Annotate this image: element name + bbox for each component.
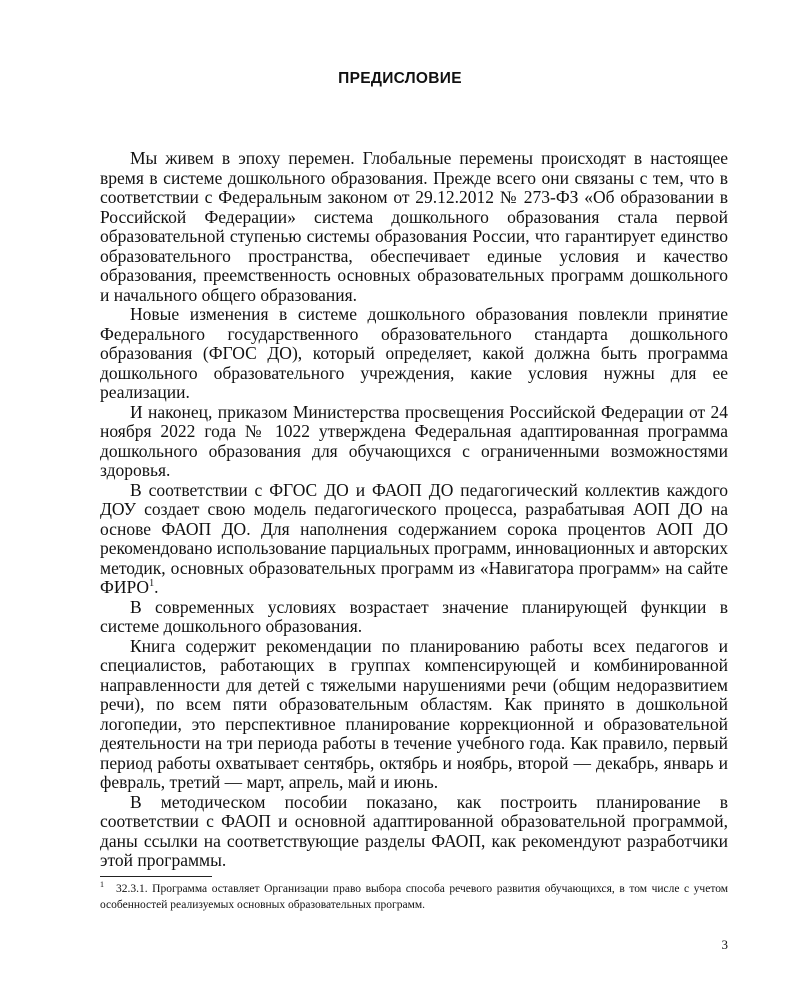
paragraph-2: Новые изменения в системе дошкольного образования повлекли принятие Федерального государственного образовательного стандарта дошкольного образования (ФГОС ДО), который определяет, какой должна быть программа дошкольного образовательного учреждения, какие условия нужны для ее реализации. bbox=[100, 304, 728, 402]
paragraph-1: Мы живем в эпоху перемен. Глобальные перемены происходят в настоящее время в системе дошкольного образования. Прежде всего они связаны с тем, что в соответствии с Федеральным законом от 29.12.2012 № 273-ФЗ «Об образовании в Российской Федерации» система дошкольного образования стала первой образовательной ступенью системы образования России, что гарантирует единство образовательного пространства, обеспечивает единые условия и качество образования, преемственность основных образовательных программ дошкольного и начального общего образования. bbox=[100, 148, 728, 305]
footnote-mark: 1 bbox=[100, 880, 104, 890]
footnote bbox=[100, 881, 728, 913]
paragraph-5: В современных условиях возрастает значение планирующей функции в системе дошкольного образования. bbox=[100, 596, 728, 636]
body-text bbox=[100, 149, 728, 871]
paragraph-4-text: В соответствии с ФГОС ДО и ФАОП ДО педагогический коллектив каждого ДОУ создает свою модель педагогического процесса, разрабатывая АОП ДО на основе ФАОП ДО. Для наполнения содержанием сорока процентов АОП ДО рекомендовано использование парциальных программ, инновационных и авторских методик, основных образовательных программ из «Навигатора программ» на сайте ФИРО bbox=[100, 479, 728, 597]
paragraph-6: Книга содержит рекомендации по планированию работы всех педагогов и специалистов, работающих в группах компенсирующей и комбинированной направленности для детей с тяжелыми нарушениями речи (общим недоразвитием речи), по всем пяти образовательным областям. Как принято в дошкольной логопедии, это перспективное планирование коррекционной и образовательной деятельности на три периода работы в течение учебного года. Как правило, первый период работы охватывает сентябрь, октябрь и ноябрь, второй — декабрь, январь и февраль, третий — март, апрель, май и июнь. bbox=[100, 635, 728, 792]
footnote-divider bbox=[100, 876, 212, 877]
paragraph-3: И наконец, приказом Министерства просвещения Российской Федерации от 24 ноября 2022 года № 1022 утверждена Федеральная адаптированная программа дошкольного образования для обучающихся с ограниченными возможностями здоровья. bbox=[100, 401, 728, 480]
footnote-text: 32.3.1. Программа оставляет Организации право выбора способа речевого развития обучающихся, в том числе с учетом особенностей реализуемых основных образовательных программ. bbox=[100, 883, 728, 911]
paragraph-4 bbox=[100, 481, 728, 598]
page-title: ПРЕДИСЛОВИЕ bbox=[338, 70, 462, 87]
footnote-reference[interactable]: 1 bbox=[149, 578, 155, 590]
paragraph-7: В методическом пособии показано, как построить планирование в соответствии с ФАОП и основной адаптированной образовательной программой, даны ссылки на соответствующие разделы ФАОП, как рекомендуют разработчики этой программы. bbox=[100, 791, 728, 870]
paragraph-4-end: . bbox=[154, 577, 159, 597]
page-number: 3 bbox=[721, 937, 728, 952]
